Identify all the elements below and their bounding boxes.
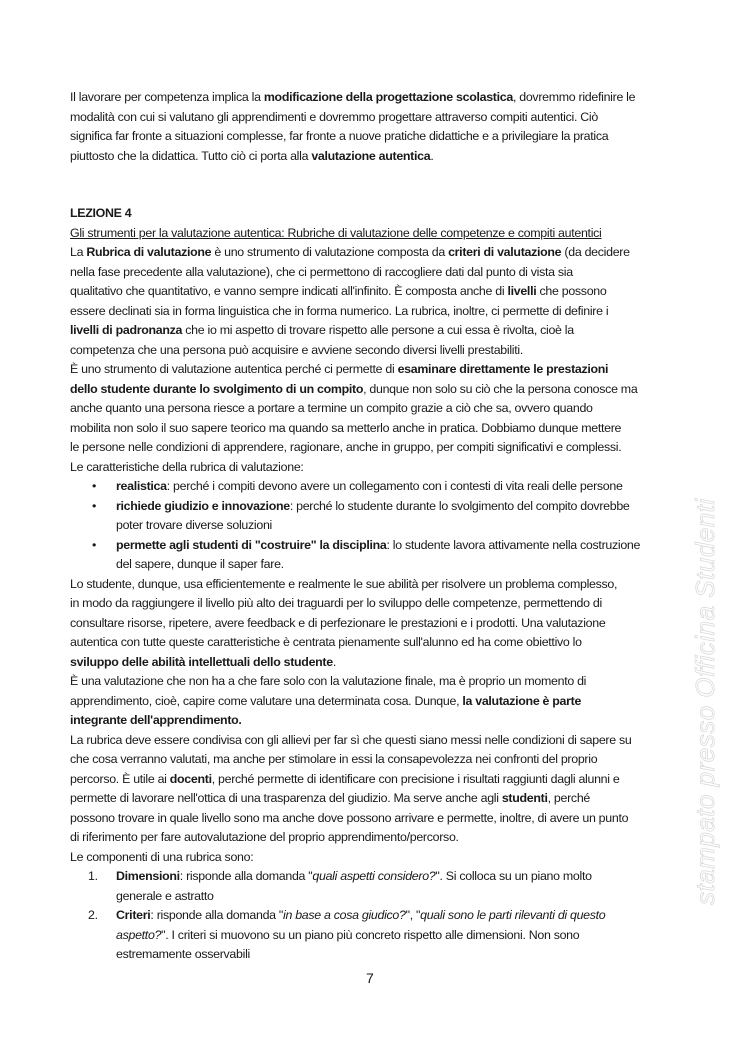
text-run: Le componenti di una rubrica sono: [70,849,254,864]
text-line [70,731,690,751]
text-run: : risponde alla domanda " [179,869,313,883]
italic-text: quali aspetti considero? [312,869,436,883]
bold-text: valutazione autentica [311,148,431,163]
text-line [70,789,690,809]
text-line [70,516,690,536]
bullet-item [70,497,690,517]
text-run: nella fase precedente alla valutazione), che ci permettono di raccogliere dati dal punto di vista sia [70,264,573,279]
watermark: stampato presso Officina Studenti [690,498,720,905]
text-run: significa far fronte a situazioni complesse, far fronte a nuove pratiche didattiche e a privilegiare la pratica [70,129,609,143]
text-run: di riferimento per fare autovalutazione del proprio apprendimento/percorso. [70,830,459,844]
text-run: apprendimento, cioè, capire come valutare una determinata cosa. Dunque, [70,693,463,708]
page-number: 7 [366,970,374,986]
text-line [70,575,690,595]
text-line [70,127,690,147]
bold-text: integrante dell'apprendimento. [70,713,242,727]
text-run: Il lavorare per competenza implica la [70,90,264,104]
bold-text: permette agli studenti di "costruire" la disciplina [116,537,387,552]
text-line [70,555,690,575]
text-line [70,633,690,653]
text-run: . [430,148,434,163]
text-run: poter trovare diverse soluzioni [116,518,272,532]
text-run: La rubrica deve essere condivisa con gli allievi per far sì che questi siano messi nelle condizioni di sapere su [70,732,632,747]
bold-text: Dimensioni [116,869,180,883]
bullet-item [70,477,690,497]
bold-text: esaminare direttamente le prestazioni [397,362,609,376]
text-line [70,614,690,634]
text-line [70,341,690,361]
text-run: ". I criteri si muovono su un piano più concreto rispetto alle dimensioni. Non sono [161,927,580,942]
bullet-marker: • [92,537,97,552]
text-run: , dunque non solo su ciò che la persona conosce ma [363,381,638,396]
numbered-item [70,867,690,887]
text-line [70,438,690,458]
text-run: piuttosto che la didattica. Tutto ciò ci porta alla [70,148,312,163]
text-run: in modo da raggiungere il livello più alto dei traguardi per lo sviluppo delle competenze, permettendo di [70,596,602,610]
text-line [70,672,690,692]
text-run: Le caratteristiche della rubrica di valutazione: [70,459,304,474]
text-run: La [70,245,87,259]
text-line [70,204,690,224]
bold-text: livelli [507,284,537,298]
text-line [70,224,690,244]
bold-text: Criteri [116,908,151,922]
text-run: , dovremmo ridefinire le [512,90,636,104]
bold-text: richiede giudizio e innovazione [116,498,290,513]
text-run: percorso. È utile ai [70,771,170,786]
bold-text: realistica [116,479,167,493]
text-run: : perché i compiti devono avere un collegamento con i contesti di vita reali delle persone [166,479,623,493]
text-line [70,302,690,322]
text-line [70,380,690,400]
text-run: : perché lo studente durante lo svolgimento del compito dovrebbe [289,498,630,513]
bold-text: studenti [501,791,548,805]
text-run: qualitativo che quantitativo, e vanno sempre indicati all'infinito. È composta anche di [70,284,508,298]
text-line [70,458,690,478]
text-line [70,419,690,439]
text-run: permette di lavorare nell'ottica di una trasparenza del giudizio. Ma serve anche agli [70,791,502,805]
text-run: , perché permette di identificare con precisione i risultati raggiunti dagli alunni e [211,771,620,786]
text-run: : lo studente lavora attivamente nella costruzione [386,537,641,552]
text-line [70,887,690,907]
bold-text: livelli di padronanza [70,323,183,337]
italic-text: quali sono le parti rilevanti di questo [420,908,606,922]
bold-text: Rubrica di valutazione [86,245,212,259]
bullet-marker: • [92,479,97,493]
text-run: È una valutazione che non ha a che fare solo con la valutazione finale, ma è proprio un momento di [70,674,587,688]
text-run: che possono [536,284,607,298]
text-line [70,243,690,263]
text-line [70,828,690,848]
text-line [70,809,690,829]
bullet-item [70,536,690,556]
italic-text: in base a cosa giudico? [283,908,406,922]
text-line [70,282,690,302]
bullet-marker: • [92,498,97,513]
bold-text: LEZIONE 4 [70,206,132,220]
text-run: : risponde alla domanda " [150,908,284,922]
text-line [70,399,690,419]
list-number: 1. [88,869,98,883]
text-run: autentica con tutte queste caratteristiche è centrata pienamente sull'alunno ed ha come obiettivo lo [70,635,582,649]
italic-text: aspetto? [116,927,162,942]
text-line [70,108,690,128]
text-line [70,594,690,614]
text-run: anche quanto una persona riesce a portare a termine un compito grazie a ciò che sa, ovvero quando [70,401,593,415]
text-run: ". Si colloca su un piano molto [435,869,592,883]
text-line [70,945,690,965]
text-run: generale e astratto [116,888,214,903]
text-line [70,750,690,770]
bold-text: sviluppo delle abilità intellettuali dello studente [70,654,333,669]
text-run: Lo studente, dunque, usa efficientemente e realmente le sue abilità per risolvere un problema complesso, [70,576,618,591]
text-line [70,147,690,167]
list-number: 2. [88,908,98,922]
text-run: . [332,654,336,669]
bold-text: dello studente durante lo svolgimento di un compito [70,381,364,396]
text-run: del sapere, dunque il saper fare. [116,557,284,571]
text-line [70,321,690,341]
text-run: (da decidere [561,245,630,259]
intro-paragraph [70,88,690,166]
text-line [70,770,690,790]
bold-text: docenti [169,771,212,786]
bold-text: la valutazione è parte [462,693,582,708]
text-run: consultare risorse, ripetere, avere feedback e di perfezionare le prestazioni e i prodotti. Una valutazione [70,615,606,630]
bold-text: criteri di valutazione [448,245,562,259]
text-run: che cosa verranno valutati, ma anche per stimolare in essi la consapevolezza nei confronti del proprio [70,752,598,766]
text-run: è uno strumento di valutazione composta da [211,245,449,259]
text-run: estremamente osservabili [116,947,250,961]
text-run: le persone nelle condizioni di apprendere, ragionare, anche in gruppo, per compiti significativi e complessi. [70,440,622,454]
text-run: possono trovare in quale livello sono ma anche dove possono arrivare e permette, inoltre, di avere un punto [70,810,629,825]
text-run: competenza che una persona può acquisire e avviene secondo diversi livelli prestabiliti. [70,342,523,357]
lesson-section [70,204,690,965]
bold-text: modificazione della progettazione scolastica [263,90,513,104]
text-run: che io mi aspetto di trovare rispetto alle persone a cui essa è rivolta, cioè la [182,323,574,337]
text-line [70,711,690,731]
text-run: mobilita non solo il suo sapere teorico ma quando sa metterlo anche in pratica. Dobbiamo dunque mettere [70,420,622,435]
text-line [70,360,690,380]
text-line [70,263,690,283]
text-run: È uno strumento di valutazione autentica perché ci permette di [70,362,398,376]
text-line [70,692,690,712]
numbered-item [70,906,690,926]
underlined-heading: Gli strumenti per la valutazione autentica: Rubriche di valutazione delle competenze e compiti autentici [70,225,602,240]
text-run: modalità con cui si valutano gli apprendimenti e dovremmo progettare attraverso compiti autentici. Ciò [70,109,598,124]
text-run: , perché [547,791,591,805]
text-line [70,653,690,673]
text-run: essere declinati sia in forma linguistica che in forma numerico. La rubrica, inoltre, ci permette di definire i [70,303,609,318]
text-line [70,848,690,868]
text-run: ", " [405,908,421,922]
text-line [70,88,690,108]
text-line [70,926,690,946]
